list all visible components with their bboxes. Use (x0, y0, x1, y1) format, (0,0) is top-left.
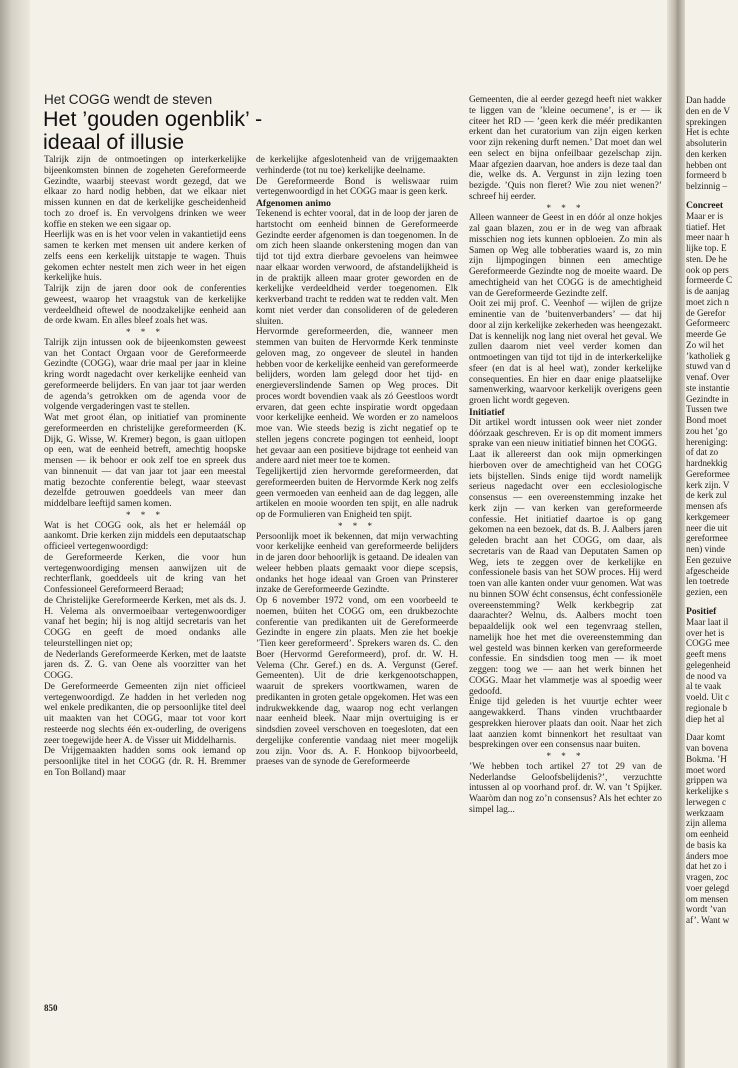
section-heading: Concreet (686, 199, 724, 211)
section-divider: * * * (338, 520, 376, 531)
text-line: regionale b (686, 702, 728, 713)
text-line: om mensen (686, 893, 729, 904)
text-line: afgescheide (686, 565, 730, 576)
text-line: den en de V (686, 105, 730, 116)
text-line: Dan hadde (686, 95, 726, 105)
paragraph: De Gereformeerde Bond is weliswaar ruim vertegenwoordigd in het COGG maar is geen kerk. (256, 176, 458, 198)
text-line: voeld. Uit c (686, 692, 730, 702)
paragraph: Talrijk zijn intussen ook de bijeenkomsten geweest van het Contact Orgaan voor de Gereformeerde Gezindte (COGG), waar drie maal per jaar in kleine kring wordt nagedacht over kerkelijke eenheid van gereformeerde belijders. En van jaar tot jaar werden de agenda’s getrokken om de agenda voor de volgende vergaderingen vast te stellen. (44, 337, 246, 413)
text-line: den kerken (686, 148, 727, 159)
paragraph: Persoonlijk moet ik bekennen, dat mijn verwachting voor kerkelijke eenheid van gereformeerde belijders in de jaren door behoorlijk is getaand. De idealen van weleer hebben plaats gemaakt voor diepe scepsis, ondanks het hoge ideaal van Groen van Prinsterer inzake de Gereformeerde Gezindte. (256, 531, 458, 596)
text-line: zou het ’go (686, 425, 728, 436)
text-line: Een gezuive (686, 554, 732, 565)
section-divider: * * * (126, 509, 164, 520)
text-line: werkzaam (686, 807, 724, 818)
paragraph: de Gereformeerde Kerken, die voor hun vertegenwoordiging mensen aanwijzen uit de rechterflank, goeddeels uit de kring van het Confessioneel Gereformeerd Beraad; (44, 552, 246, 595)
text-line: de basis ka (686, 839, 727, 850)
text-line: voer gelegd (686, 882, 730, 893)
text-line: neer die uit (686, 522, 728, 533)
text-line: over het is (686, 627, 725, 638)
section-divider: * * * (546, 202, 585, 213)
text-line: de kerk zul (686, 490, 727, 501)
text-line: is de aanjag (686, 286, 730, 296)
article-title: Het ’gouden ogenblik’ - ideaal of illusie (43, 107, 263, 154)
paragraph: Op 6 november 1972 vond, om een voorbeeld te noemen, búiten het COGG om, een drukbezochte conferentie van predikanten uit de Gereformeerde Gezindte in engere zin plaats. Men zie het boekje ’Tien keer gereformeerd’. Sprekers waren ds. C. den Boer (Hervormd Gereformeerd), prof. dr. W. H. Velema (Chr. Geref.) en ds. A. Vergunst (Geref. Gemeenten). Uit de drie kerkgenootschappen, waaruit de sprekers voortkwamen, waren de predikanten in groten getale opgekomen. Het was een indrukwekkende dag, waarop nog echt verlangen naar eenheid bleek. Naar mijn overtuiging is er sindsdien zoveel verschoven en toegesloten, dat een dergelijke conferentie vandaag niet meer mogelijk zou zijn. Voor ds. A. F. Honkoop bijvoorbeeld, praeses van de synode de Gereformeerde (256, 596, 458, 768)
text-line: wordt ’van (686, 904, 727, 915)
text-line: sten. De he (686, 253, 728, 264)
text-line: kerkelijke s (686, 786, 729, 796)
text-line: om eenheid (686, 829, 729, 839)
text-column-3 (469, 95, 662, 1005)
binding-gutter (667, 0, 685, 1068)
paragraph: Tegelijkertijd zien hervormde gereformeerden, dat gereformeerden buiten de Hervormde Kerk nog zelfs geen vermoeden van eenheid aan de dag leggen, alle artikelen en mooie woorden ten spijt, en alle nadruk op de Formulieren van Enigheid ten spijt. (256, 467, 458, 520)
text-line: grippen wa (686, 775, 728, 786)
text-line: moet zich n (686, 296, 729, 307)
text-line: tiatief. Het (686, 221, 726, 232)
text-line: Bond moet (686, 415, 727, 425)
paragraph: Tekenend is echter vooral, dat in de loop der jaren de hartstocht om eenheid binnen de Gereformeerde Gezindte eerder afgenomen is dan toegenomen. In de om zich heen slaande onkerstening mogen dan van tijd tot tijd extra dierbare gevoelens van heimwee naar elkaar worden verwoord, de afstandelijkheid is in de praktijk alleen maar groter geworden en de kerkelijke verdeeldheid verder toegenomen. Elk kerkverband tracht te redden wat te redden valt. Men komt niet verder dan consolideren of de gelederen sluiten. (256, 209, 458, 327)
text-line: COGG mee (686, 638, 730, 649)
text-line: Het is echte (686, 127, 730, 138)
text-line: meerde Ge (686, 329, 727, 339)
text-line: de nood va (686, 670, 727, 681)
text-line: diep het al (686, 713, 725, 724)
spacer (686, 598, 738, 606)
paragraph: Talrijk zijn de ontmoetingen op interkerkelijke bijeenkomsten binnen de zogeheten Gereformeerde Gezindte, waarbij steevast wordt gezegd, dat we elkaar zo hard nodig hebben, dat we elkaar niet missen kunnen en dat de kerkelijke gescheidenheid toch zo droef is. En vervolgens drinken we weer koffie en steken we een sigaar op. (44, 155, 246, 230)
text-line: belzinnig – (686, 181, 728, 191)
text-line: sprekingen (686, 116, 727, 127)
text-line: lijke top. E (686, 243, 727, 253)
text-line: geeft mens (686, 649, 727, 659)
paragraph: Dit artikel wordt intussen ook weer niet zonder dóórzaak geschreven. Er is op dit moment immers sprake van een nieuw initiatief binnen het COGG. (469, 417, 662, 450)
text-column-2 (256, 155, 458, 1005)
text-line: zijn allema (686, 818, 727, 829)
text-line: Maar laat il (686, 616, 729, 627)
paragraph: Ooit zei mij prof. C. Veenhof — wijlen de grijze eminentie van de ’buitenverbanders’ — dat hij door al zijn kerkelijke zekerheden was heengezakt. Dat is kennelijk nog lang niet overal het geval. We zullen daarom niet veel verder komen dan ontmoetingen van tijd tot tijd in de interkerkelijke sfeer (en dat is al heel wat), zonder kerkelijke consequenties. En hier en daar enige plaatselijke samenwerking, waarvoor kerkelijk overigens geen groen licht wordt gegeven. (469, 299, 662, 406)
paragraph: Talrijk zijn de jaren door ook de conferenties geweest, waarop het vraagstuk van de kerkelijke verdeeldheid oftewel de noodzakelijke eenheid aan de orde kwam. En alles bleef zoals het was. (44, 284, 246, 327)
text-line: Bokma. ’H (686, 753, 727, 764)
text-line: Zo wil het (686, 339, 724, 350)
text-line: hebben ont (686, 159, 727, 170)
text-line: mensen afs (686, 501, 728, 511)
text-line: Geformeerc (686, 318, 730, 329)
paragraph: De Gereformeerde Gemeenten zijn niet officieel vertegenwoordigd. Ze hadden in het verleden nog wel enkele predikanten, die op persoonlijke titel deel uit maakten van het COGG, maar tot voor kort resteerde nog slechts één ex-ouderling, de overigens zeer toegewijde heer A. de Visser uit Middelharnis. (44, 681, 246, 746)
text-line: kerk zijn. V (686, 479, 730, 490)
paragraph: Laat ik allereerst dan ook mijn opmerkingen hierboven over de amechtigheid van het COGG iets bijstellen. Sinds enige tijd wordt namelijk serieus nagedacht over een ecclesiologische consensus — een overeenstemming inzake het kerk zijn — van kerken van gereformeerde confessie. Het initiatief daartoe is op gang gekomen na een bezoek, dat ds. B. J. Aalbers jaren geleden bracht aan het COGG, om daar, als secretaris van de Raad van Deputaten Samen op Weg, iets te zeggen over de kerkelijke en confessionele basis van het SOW proces. Hij werd toen van alle kanten onder vuur genomen. Wat was nu binnen SOW écht consensus, écht confessionële overeenstemming? Welk kerkbegrip zat daarachter? Welnu, ds. Aalbers mocht toen bepaaldelijk ook wel een tegenvraag stellen, namelijk hoe het met die overeenstemming dan wel gesteld was binnen kerken van gereformeerde confessie. En sindsdien toog men — ik moet zeggen: toog we — aan het werk binnen het COGG. Maar het vlammetje was al spoedig weer gedoofd. (469, 450, 662, 697)
text-line: of dat zo (686, 447, 719, 458)
text-line: ook op pers (686, 264, 729, 275)
paragraph: de kerkelijke afgeslotenheid van de vrijgemaakten verhinderde (tot nu toe) kerkelijke deelname. (256, 155, 458, 176)
section-heading: Afgenomen animo (256, 198, 331, 209)
text-line: lerwegen c (686, 796, 727, 807)
text-line: dat het zo i (686, 861, 727, 872)
paragraph: ’We hebben toch artikel 27 tot 29 van de Nederlandse Geloofsbelijdenis?’, verzuchtte intussen al op voorhand prof. dr. W. van ’t Spijker. Waaròm dan nog zo’n consensus? Als het echter zo simpel lag... (469, 761, 662, 815)
text-line: gelegenheid (686, 659, 731, 670)
text-line: meer naar h (686, 232, 730, 243)
section-heading: Positief (686, 605, 717, 617)
paragraph: De Vrijgemaakten hadden soms ook iemand op persoonlijke titel in het COGG (dr. R. H. Bremmer en Ton Bolland) maar (44, 746, 246, 778)
text-line: Tussen twe (686, 404, 728, 415)
text-column-1 (44, 155, 246, 1005)
text-line: gezien, een (686, 587, 728, 597)
text-line: Maar er is (686, 210, 724, 221)
text-line: de Gerefor (686, 307, 726, 318)
text-line: moet word (686, 764, 726, 775)
page-edge-shadow (0, 0, 30, 1068)
text-line: ánders moe (686, 850, 729, 861)
text-line: formeerd b (686, 170, 727, 181)
text-line: ’katholiek g (686, 350, 731, 361)
text-line: hereniging: (686, 436, 728, 447)
text-column-4-cropped (686, 95, 738, 1005)
text-line: formeerde C (686, 275, 733, 286)
text-line: stuwd van d (686, 361, 731, 372)
text-line: absoluterin (686, 138, 727, 148)
text-line: vragen, zoc (686, 872, 729, 882)
text-line: kerkgemeer (686, 511, 730, 522)
page-number: 850 (44, 1003, 58, 1013)
paragraph: de Nederlands Gereformeerde Kerken, met de laatste jaren ds. Z. G. van Oene als voorzitter van het COGG. (44, 649, 246, 681)
text-line: len toetrede (686, 576, 730, 587)
article-kicker: Het COGG wendt de steven (44, 92, 213, 107)
text-line: Gezindte in (686, 393, 729, 404)
paragraph: Wat is het COGG ook, als het er helemáál op aankomt. Drie kerken zijn middels een deputaatschap officieel vertegenwoordigd: (44, 520, 246, 552)
text-line: Daar komt (686, 732, 726, 743)
text-line: af’. Want w (686, 915, 730, 925)
section-divider: * * * (126, 327, 164, 337)
paragraph: Alleen wanneer de Geest in en dóór al onze hokjes zal gaan blazen, zou er in de weg van afbraak misschien nog iets kunnen opbloeien. Zo min als Samen op Weg alle tobberaties waard is, zo min zijn lijmpogingen binnen een amechtige Gereformeerde Gezindte nog de moeite waard. De amechtigheid van het COGG is de amechtigheid van de Gereformeerde Gezindte zelf. (469, 213, 662, 299)
text-line: nen) vinde (686, 544, 726, 554)
paragraph: Hervormde gereformeerden, die, wanneer men stemmen van buiten de Hervormde Kerk tenminste geloven mag, zo ongeveer de sleutel in handen hebben voor de kerkelijke eenheid van gereformeerde belijders, worden lam gelegd door het tijd- en energieverslindende Samen op Weg proces. Dit proces wordt bovendien vaak als zó Geestloos wordt ervaren, dat geen echte inspiratie wordt opgedaan voor kerkelijke eenheid. We worden er zo nameloos moe van. Wie steeds bezig is zicht negatief op te stellen jegens concrete pogingen tot eenheid, loopt het gevaar aan een positieve bijdrage tot eenheid van andere aard niet meer toe te komen. (256, 327, 458, 467)
spacer (686, 724, 738, 732)
paragraph: Gemeenten, die al eerder gezegd heeft niet wakker te liggen van de ’kleine oecumene’, is er — ik citeer het RD — ’geen kerk die méér predikanten erkent dan het curatorium van zijn eigen kerken voor zijn rekening durft nemen.’ Dat moet dan wel een select en bijna onfeilbaar gezelschap zijn. Maar afgezien daarvan, hoe anders is deze taal dan die, welke ds. A. Vergunst in zijn lezing toen bezigde. ’Quis non fleret? Wie zou niet wenen?’ schreef hij eerder. (469, 95, 662, 202)
text-line: venaf. Over (686, 372, 730, 382)
text-line: ste instantie (686, 382, 730, 393)
paragraph: Heerlijk was en is het voor velen in vakantietijd eens samen te kerken met mensen uit andere kerken of zelfs eens een kerkelijk uitstapje te wagen. Thuis gekomen echter nestelt men zich weer in het eigen kerkelijke huis. (44, 230, 246, 284)
text-line: Gereformee (686, 468, 730, 479)
text-line: al te vaak (686, 681, 722, 692)
text-line: hardnekkig (686, 458, 728, 468)
spacer (686, 192, 738, 200)
section-divider: * * * (546, 751, 585, 761)
text-line: gereformee (686, 533, 728, 544)
paragraph: Enige tijd geleden is het vuurtje echter weer aangewakkerd. Thans vinden vruchtbaarder gesprekken hierover plaats dan ooit. Naar het zich laat aanzien komt binnenkort het resultaat van besprekingen over een consensus naar buiten. (469, 697, 662, 751)
paragraph: de Christelijke Gereformeerde Kerken, met als ds. J. H. Velema als onvermoeibaar vertegenwoordiger vanaf het begin; hij is nog altijd secretaris van het COGG en geeft de moed ondanks alle teleurstellingen niet op; (44, 595, 246, 649)
paragraph: Wat met groot élan, op initiatief van prominente gereformeerden en christelijke gereformeerden (K. Dijk, G. Wisse, W. Kremer) begon, is gaan uitlopen op een, wat de eenheid betreft, amechtig hoopske mensen — ik behoor er ook zelf toe en spreek dus van binnenuit — dat van jaar tot jaar een meestal matig bezochte conferentie belegt, waar steevast dezelfde getrouwen goeddeels van meer dan middelbare leeftijd samen komen. (44, 413, 246, 509)
text-line: van bovena (686, 743, 729, 753)
section-heading: Initiatief (469, 406, 505, 418)
